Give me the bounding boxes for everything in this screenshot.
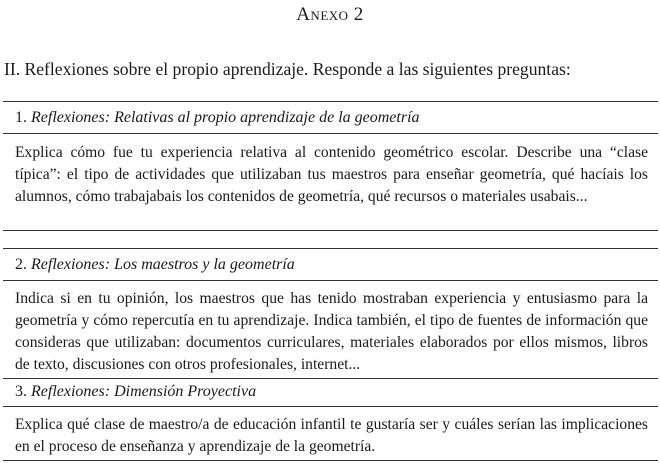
divider [3,460,658,461]
intro-heading: II. Reflexiones sobre el propio aprendizaje. Responde a las siguientes preguntas: [4,59,571,79]
section-2-number: 2. [15,256,27,273]
divider [3,101,658,102]
section-2-title [15,256,655,274]
divider [3,248,658,249]
section-1-body: Explica cómo fue tu experiencia relativa al contenido geométrico escolar. Describe una “clase típica”: el tipo de actividades que utilizaban tus maestros para enseñar geometría, qué hacíais los alumnos, cómo trabajabais los contenidos de geometría, qué recursos o materiales usabais... [15,144,648,205]
section-1-title [15,109,655,127]
annex-title: Anexo 2 [296,4,364,25]
section-3-label: Reflexiones: Dimensión Proyectiva [31,383,257,400]
section-3-title [15,383,655,401]
divider [3,230,658,231]
section-2-body: Indica si en tu opinión, los maestros que has tenido mostraban experiencia y entusiasmo para la geometría y cómo repercutía en tu aprendizaje. Indica también, el tipo de fuentes de información que consideras que utilizaban: documentos curriculares, materiales elaborados por ellos mismos, libros de texto, discusiones con otros profesionales, internet... [15,290,648,373]
section-2-label: Reflexiones: Los maestros y la geometría [31,256,295,273]
divider [3,378,658,379]
divider [3,133,658,134]
divider [3,406,658,407]
section-3-body: Explica qué clase de maestro/a de educación infantil te gustaría ser y cuáles serían las implicaciones en el proceso de enseñanza y aprendizaje de la geometría. [15,416,648,455]
section-1-label: Reflexiones: Relativas al propio aprendizaje de la geometría [31,109,420,126]
section-1-number: 1. [15,109,27,126]
divider [3,280,658,281]
section-3-number: 3. [15,383,27,400]
